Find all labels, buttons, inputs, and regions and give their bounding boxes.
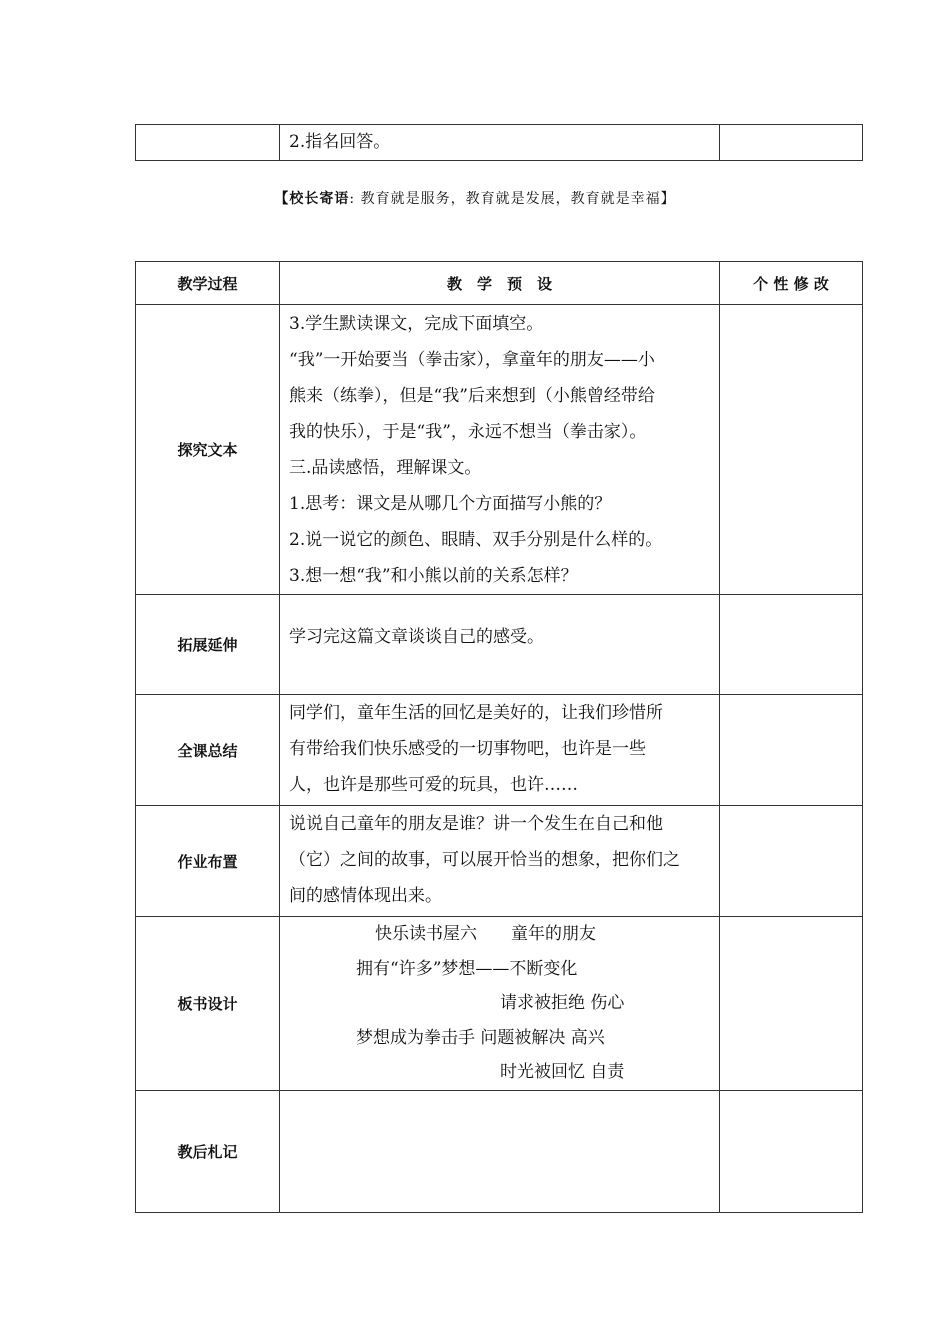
board-line: 梦想成为拳击手 问题被解决 高兴	[356, 1027, 605, 1048]
explore-line: 熊来（练拳），但是“我”后来想到（小熊曾经带给	[289, 386, 655, 406]
revise-extend	[720, 595, 863, 695]
header-design: 教 学 预 设	[280, 262, 720, 305]
top-table	[135, 124, 863, 161]
summary-line: 人，也许是那些可爱的玩具，也许……	[289, 775, 578, 795]
revise-summary	[720, 695, 863, 806]
top-cell-text: 2.指名回答。	[289, 132, 391, 152]
top-cell-1	[136, 125, 280, 161]
explore-line: 三.品读感悟，理解课文。	[289, 458, 482, 478]
board-line: 拥有“许多”梦想——不断变化	[356, 958, 578, 979]
top-cell-3	[720, 125, 863, 161]
label-summary: 全课总结	[136, 695, 280, 806]
revise-explore	[720, 305, 863, 595]
row-homework	[136, 806, 863, 917]
homework-line: 间的感情体现出来。	[289, 886, 442, 906]
row-explore	[136, 305, 863, 595]
board-title: 快乐读书屋六 童年的朋友	[375, 924, 596, 944]
table-row	[136, 125, 863, 161]
content-reflection	[280, 1091, 720, 1213]
explore-line: 3.想一想“我”和小熊以前的关系怎样？	[289, 566, 578, 586]
explore-line: 我的快乐），于是“我”，永远不想当（拳击家）。	[289, 422, 647, 442]
revise-board	[720, 917, 863, 1091]
header-row	[136, 262, 863, 305]
content-board	[280, 917, 720, 1091]
board-line: 时光被回忆 自责	[500, 1062, 625, 1082]
explore-line: “我”一开始要当（拳击家），拿童年的朋友——小	[289, 350, 655, 370]
extend-text: 学习完这篇文章谈谈自己的感受。	[289, 627, 544, 647]
label-explore: 探究文本	[136, 305, 280, 595]
top-cell-2	[280, 125, 720, 161]
content-homework	[280, 806, 720, 917]
motto-text: : 教育就是服务，教育就是发展，教育就是幸福】	[349, 191, 676, 207]
content-summary	[280, 695, 720, 806]
label-extend: 拓展延伸	[136, 595, 280, 695]
explore-line: 2.说一说它的颜色、眼睛、双手分别是什么样的。	[289, 530, 663, 550]
revise-reflection	[720, 1091, 863, 1213]
homework-line: （它）之间的故事，可以展开恰当的想象，把你们之	[289, 850, 680, 870]
summary-line: 同学们，童年生活的回忆是美好的，让我们珍惜所	[289, 703, 663, 723]
lesson-table	[135, 261, 863, 1213]
revise-homework	[720, 806, 863, 917]
row-summary	[136, 695, 863, 806]
row-board	[136, 917, 863, 1091]
board-line: 请求被拒绝 伤心	[500, 993, 625, 1013]
header-process: 教学过程	[136, 262, 280, 305]
principal-motto	[0, 188, 950, 208]
row-reflection	[136, 1091, 863, 1213]
header-revise: 个 性 修 改	[720, 262, 863, 305]
label-homework: 作业布置	[136, 806, 280, 917]
row-extend	[136, 595, 863, 695]
homework-line: 说说自己童年的朋友是谁？讲一个发生在自己和他	[289, 814, 663, 834]
content-extend	[280, 595, 720, 695]
explore-line: 1.思考：课文是从哪几个方面描写小熊的？	[289, 494, 612, 514]
motto-label: 【校长寄语	[274, 191, 350, 207]
content-explore	[280, 305, 720, 595]
explore-line: 3.学生默读课文，完成下面填空。	[289, 314, 544, 334]
summary-line: 有带给我们快乐感受的一切事物吧，也许是一些	[289, 739, 646, 759]
label-reflection: 教后札记	[136, 1091, 280, 1213]
label-board: 板书设计	[136, 917, 280, 1091]
